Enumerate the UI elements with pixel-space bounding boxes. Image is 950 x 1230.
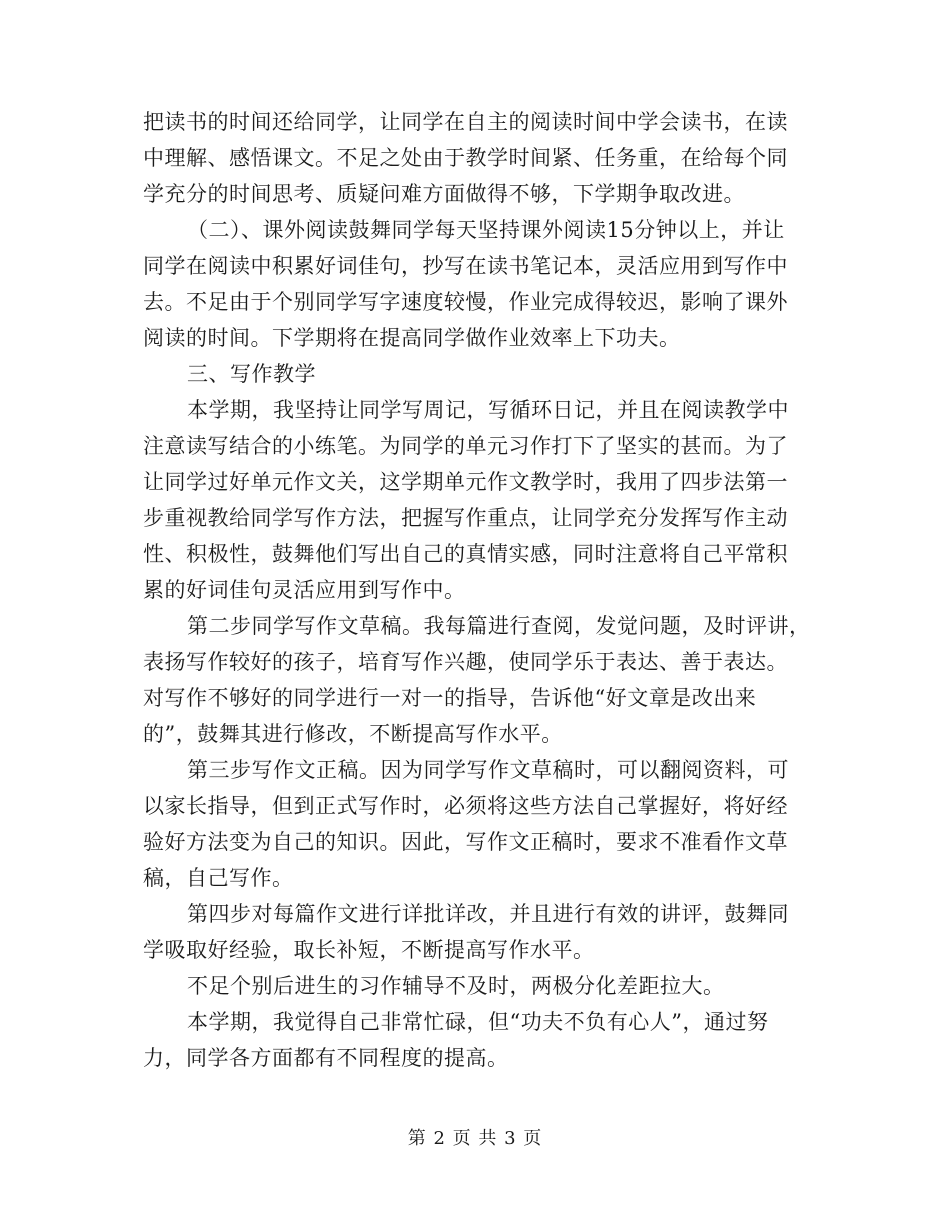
text-line: 同学在阅读中积累好词佳句，抄写在读书笔记本，灵活应用到写作中 [143,254,788,278]
text-line: 第三步写作文正稿。因为同学写作文草稿时，可以翻阅资料，可 [187,758,789,782]
text-line: 第二步同学写作文草稿。我每篇进行查阅，发觉问题，及时评讲， [187,614,811,638]
text-line: 步重视教给同学写作方法，把握写作重点，让同学充分发挥写作主动 [143,506,788,530]
text-line: 累的好词佳句灵活应用到写作中。 [143,578,466,602]
text-line: （二）、课外阅读鼓舞同学每天坚持课外阅读15分钟以上，并让 [187,218,785,242]
page-footer: 第 2 页 共 3 页 [407,1128,543,1149]
document-body [143,104,811,1076]
text-line: 不足个别后进生的习作辅导不及时，两极分化差距拉大。 [187,974,725,998]
text-line: 学充分的时间思考、质疑问难方面做得不够，下学期争取改进。 [143,182,745,206]
text-line: 注意读写结合的小练笔。为同学的单元习作打下了坚实的甚而。为了 [143,434,788,458]
text-line: 三、写作教学 [187,362,316,386]
text-line: 对写作不够好的同学进行一对一的指导，告诉他“好文章是改出来 [143,686,757,710]
text-line: 中理解、感悟课文。不足之处由于教学时间紧、任务重，在给每个同 [143,146,788,170]
text-line: 阅读的时间。下学期将在提高同学做作业效率上下功夫。 [143,326,681,350]
text-line: 验好方法变为自己的知识。因此，写作文正稿时，要求不准看作文草 [143,830,788,854]
text-line: 本学期，我觉得自己非常忙碌，但“功夫不负有心人”，通过努 [187,1010,769,1034]
text-line: 表扬写作较好的孩子，培育写作兴趣，使同学乐于表达、善于表达。 [143,650,788,674]
text-line: 以家长指导，但到正式写作时，必须将这些方法自己掌握好，将好经 [143,794,788,818]
text-line: 稿，自己写作。 [143,866,294,890]
text-line: 性、积极性，鼓舞他们写出自己的真情实感，同时注意将自己平常积 [143,542,788,566]
text-line: 力，同学各方面都有不同程度的提高。 [143,1046,509,1070]
text-line: 第四步对每篇作文进行详批详改，并且进行有效的讲评，鼓舞同 [187,902,789,926]
text-line: 学吸取好经验，取长补短，不断提高写作水平。 [143,938,595,962]
text-line: 本学期，我坚持让同学写周记，写循环日记，并且在阅读教学中 [187,398,789,422]
text-line: 让同学过好单元作文关，这学期单元作文教学时，我用了四步法第一 [143,470,788,494]
text-line: 的”，鼓舞其进行修改，不断提高写作水平。 [143,722,563,746]
text-line: 把读书的时间还给同学，让同学在自主的阅读时间中学会读书，在读 [143,110,788,134]
text-line: 去。不足由于个别同学写字速度较慢，作业完成得较迟，影响了课外 [143,290,788,314]
